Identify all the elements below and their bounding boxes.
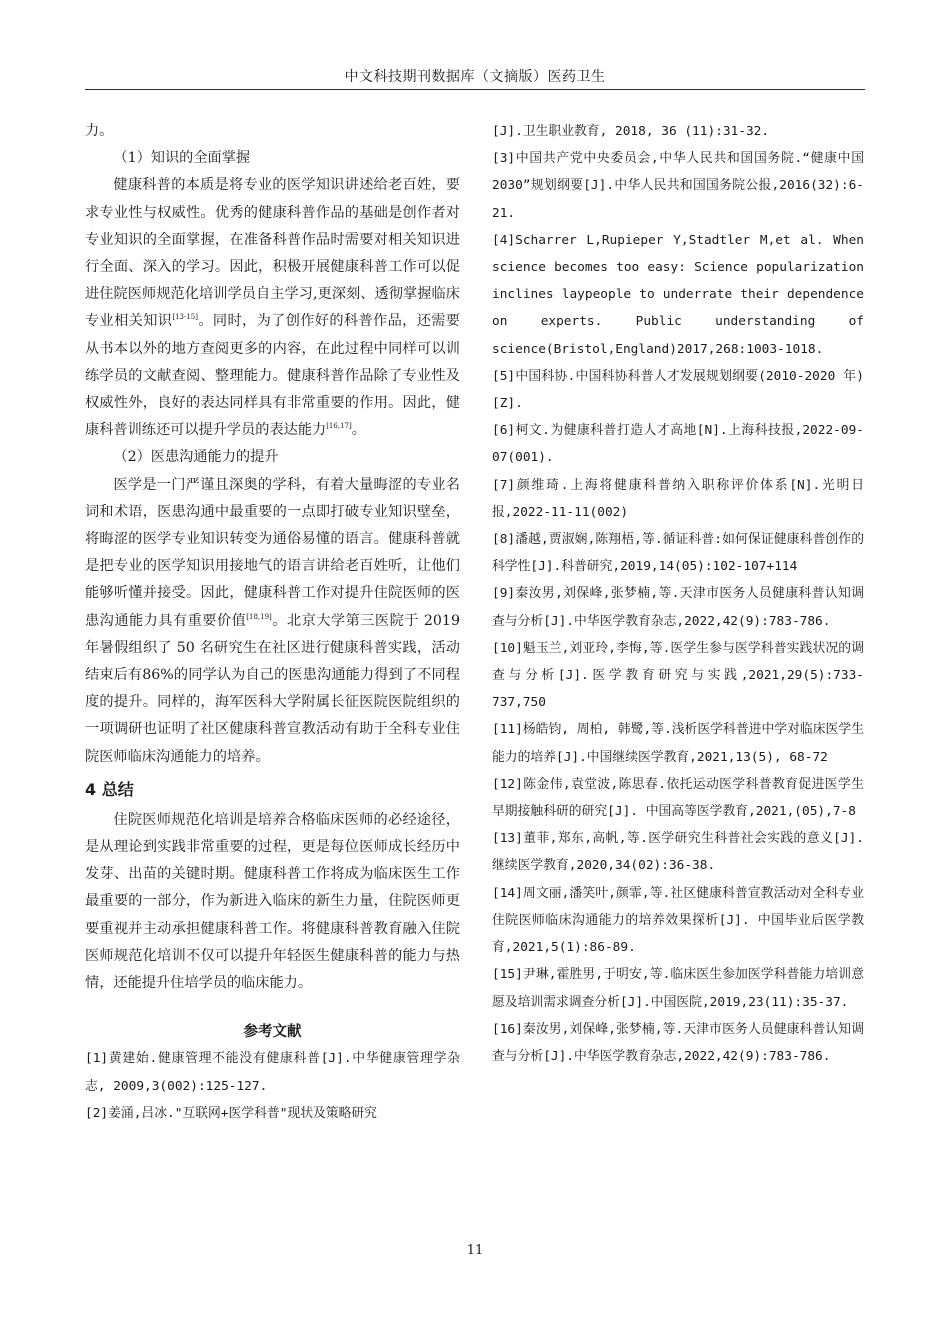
reference-item: [12]陈金伟,袁堂波,陈思春.依托运动医学科普教育促进医学生早期接触科研的研究[J]. 中国高等医学教育,2021,(05),7-8 (492, 776, 864, 820)
reference-item: [11]杨皓钧, 周柏, 韩鹭,等.浅析医学科普进中学对临床医学生能力的培养[J].中国继续医学教育,2021,13(5), 68-72 (492, 722, 864, 765)
reference-item: [J].卫生职业教育, 2018, 36 (11):31-32. (492, 124, 770, 139)
reference-item: [9]秦汝男,刘保峰,张梦楠,等.天津市医务人员健康科普认知调查与分析[J].中华医学教育杂志,2022,42(9):783-786. (492, 586, 864, 629)
subheading-communication: （2）医患沟通能力的提升 (113, 449, 279, 466)
reference-item: [3]中国共产党中央委员会,中华人民共和国国务院.“健康中国 2030”规划纲要[J].中华人民共和国国务院公报,2016(32):6-21. (492, 151, 864, 221)
left-column (85, 118, 460, 1127)
reference-item: [7]颜维琦.上海将健康科普纳入职称评价体系[N].光明日报,2022-11-11(002) (492, 477, 864, 520)
paragraph-continuation: 力。 (85, 123, 114, 139)
citation: [16,17] (326, 422, 352, 431)
paragraph-summary: 住院医师规范化培训是培养合格临床医师的必经途径，是从理论到实践非常重要的过程，更是每位医师成长经历中发芽、出苗的关键时期。健康科普工作将成为临床医生工作最重要的一部分，作为新进入临床的新生力量，住院医师更要重视并主动承担健康科普工作。将健康科普教育融入住院医师规范化培训不仅可以提升年轻医生健康科普的能力与热情，还能提升住培学员的临床能力。 (85, 811, 460, 992)
reference-item: [1]黄建始.健康管理不能没有健康科普[J].中华健康管理学杂志, 2009,3(002):125-127. (85, 1051, 460, 1094)
reference-item: [4]Scharrer L,Rupieper Y,Stadtler M,et al. When science becomes too easy: Science popularization inclines laypeople to underrate their dependence on experts. Public understanding of science(Bristol,England)2017,268:1003-1018. (492, 232, 864, 357)
citation: [13-15] (172, 313, 198, 322)
reference-item: [2]姜涌,吕冰."互联网+医学科普"现状及策略研究 (85, 1105, 377, 1121)
paragraph-communication: 医学是一门严谨且深奥的学科，有着大量晦涩的专业名词和术语，医患沟通中最重要的一点即打破专业知识壁垒，将晦涩的医学专业知识转变为通俗易懂的语言。健康科普就是把专业的医学知识用接地气的语言讲给老百姓听，让他们能够听懂并接受。因此，健康科普工作对提升住院医师的医患沟通能力具有重要价值[18,19]。北京大学第三医院于 2019 年暑假组织了 50 名研究生在社区进行健康科普实践，活动结束后有86%的同学认为自己的医患沟通能力得到了不同程度的提升。同样的，海军医科大学附属长征医院医院组织的一项调研也证明了社区健康科普宣教活动有助于全科专业住院医师临床沟通能力的培养。 (85, 476, 460, 765)
reference-item: [16]秦汝男,刘保峰,张梦楠,等.天津市医务人员健康科普认知调查与分析[J].中华医学教育杂志,2022,42(9):783-786. (492, 1021, 864, 1064)
subheading-knowledge: （1）知识的全面掌握 (113, 150, 251, 167)
references-title: 参考文献 (243, 1024, 302, 1041)
running-header: 中文科技期刊数据库（文摘版）医药卫生 (344, 69, 606, 85)
right-column (492, 118, 864, 1070)
section-heading-summary: 4 总结 (85, 779, 134, 799)
reference-item: [5]中国科协.中国科协科普人才发展规划纲要(2010-2020 年)[Z]. (492, 368, 864, 412)
reference-item: [6]柯文.为健康科普打造人才高地[N].上海科技报,2022-09-07(001). (492, 423, 864, 466)
reference-item: [10]魁玉兰,刘亚玲,李悔,等.医学生参与医学科普实践状况的调查与分析[J].医学教育研究与实践,2021,29(5):733-737,750 (492, 640, 864, 711)
reference-item: [14]周文丽,潘笑叶,颜霏,等.社区健康科普宣教活动对全科专业住院医师临床沟通能力的培养效果探析[J]. 中国毕业后医学教育,2021,5(1):86-89. (492, 885, 864, 956)
page-number: 11 (466, 1243, 484, 1258)
reference-item: [15]尹琳,霍胜男,于明安,等.临床医生参加医学科普能力培训意愿及培训需求调查分析[J].中国医院,2019,23(11):35-37. (492, 967, 864, 1010)
reference-item: [8]潘越,贾淑娴,陈翔梧,等.循证科普:如何保证健康科普创作的科学性[J].科普研究,2019,14(05):102-107+114 (492, 532, 864, 575)
paragraph-knowledge: 健康科普的本质是将专业的医学知识讲述给老百姓，要求专业性与权威性。优秀的健康科普作品的基础是创作者对专业知识的全面掌握，在准备科普作品时需要对相关知识进行全面、深入的学习。因此，积极开展健康科普工作可以促进住院医师规范化培训学员自主学习,更深刻、透彻掌握临床专业相关知识[13-15]。同时，为了创作好的科普作品，还需要从书本以外的地方查阅更多的内容，在此过程中同样可以训练学员的文献查阅、整理能力。健康科普作品除了专业性及权威性外，良好的表达同样具有非常重要的作用。因此，健康科普训练还可以提升学员的表达能力[16,17]。 (85, 177, 460, 439)
citation: [18,19] (246, 612, 272, 621)
header-rule (85, 89, 865, 90)
reference-item: [13]董菲,郑东,高帆,等.医学研究生科普社会实践的意义[J].继续医学教育,2020,34(02):36-38. (492, 831, 864, 874)
